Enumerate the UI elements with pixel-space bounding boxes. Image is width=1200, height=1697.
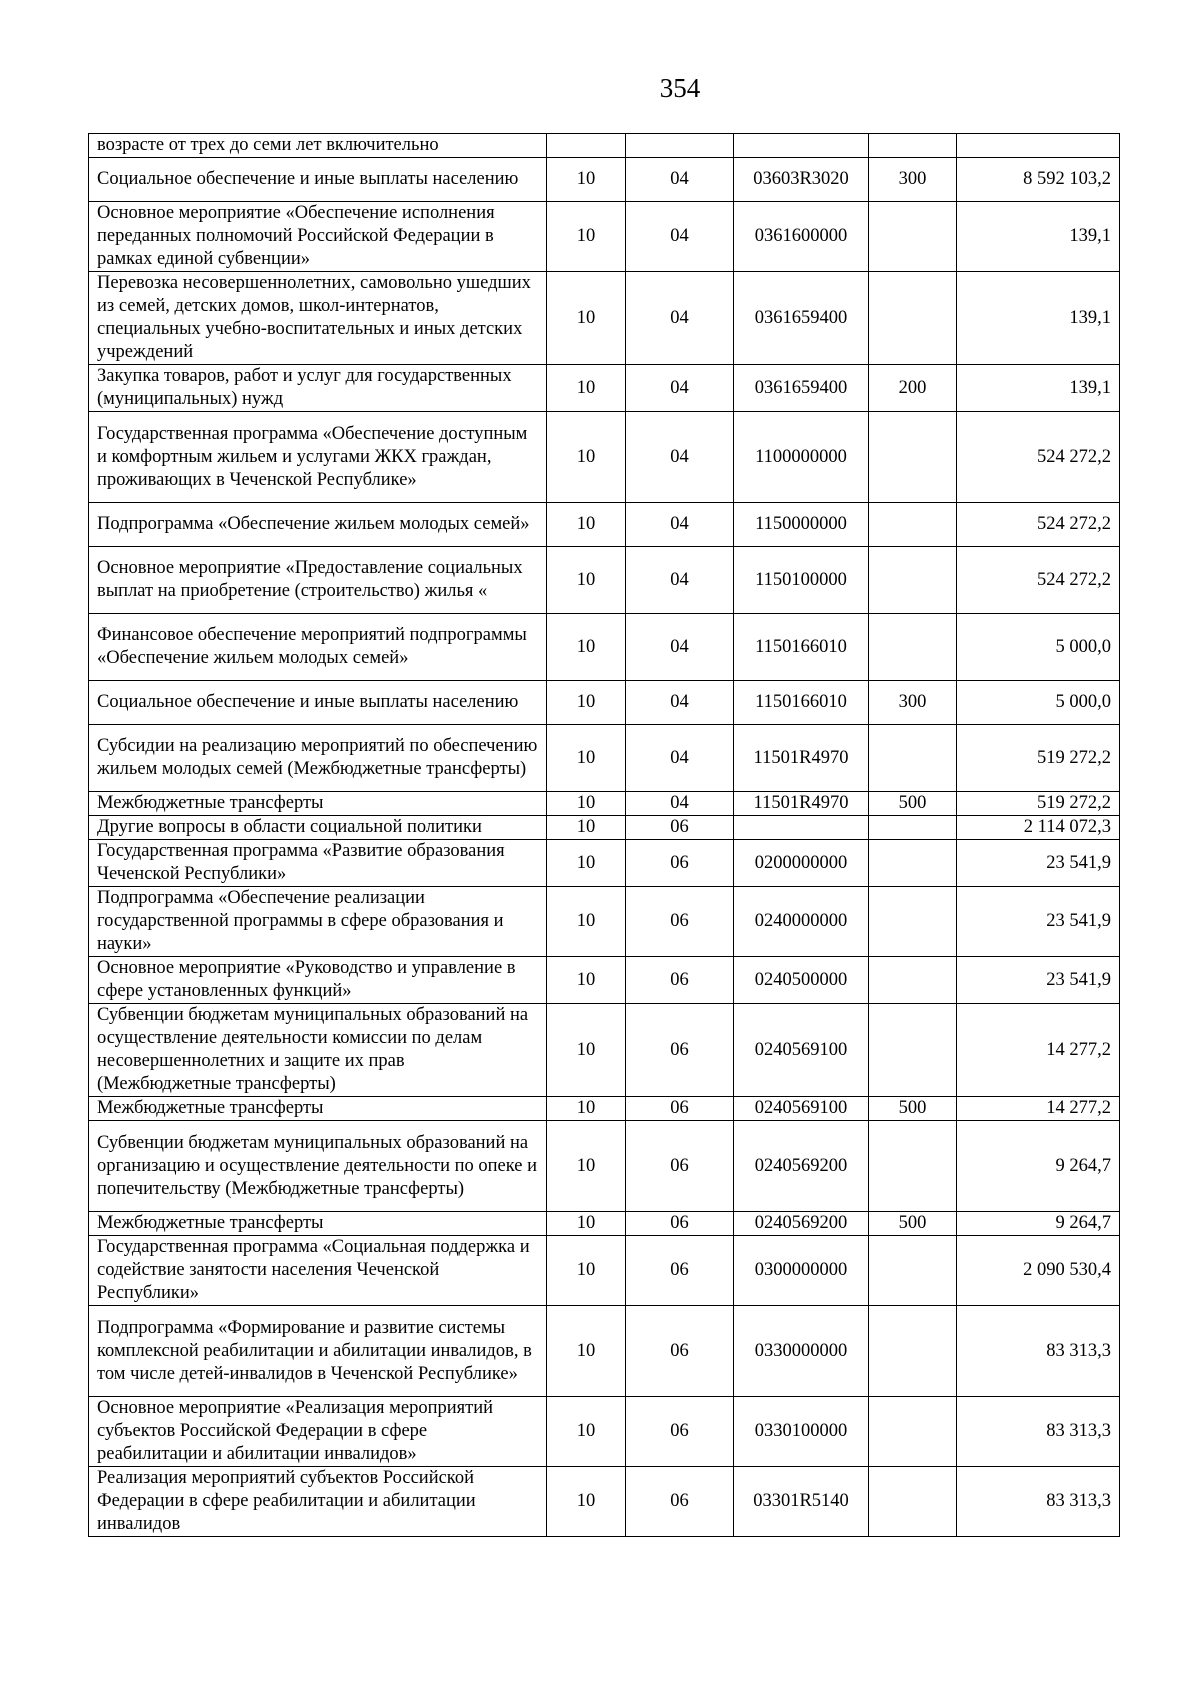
row-target-article: 0240500000 [734,957,869,1004]
table-row [89,1097,1120,1121]
row-subsection: 04 [626,158,734,202]
row-amount: 139,1 [957,365,1120,412]
row-target-article: 0240569200 [734,1212,869,1236]
row-subsection: 04 [626,272,734,365]
row-expense-type: 200 [869,365,957,412]
table-row [89,614,1120,681]
row-amount: 139,1 [957,272,1120,365]
row-expense-type: 500 [869,1212,957,1236]
table-row [89,365,1120,412]
row-section [547,134,626,158]
row-expense-type [869,202,957,272]
row-target-article: 1150000000 [734,503,869,547]
table-row [89,134,1120,158]
row-name: Реализация мероприятий субъектов Российской Федерации в сфере реабилитации и абилитации инвалидов [89,1467,547,1537]
row-expense-type [869,840,957,887]
row-amount: 9 264,7 [957,1121,1120,1212]
row-expense-type [869,503,957,547]
row-target-article: 0200000000 [734,840,869,887]
row-amount: 14 277,2 [957,1097,1120,1121]
row-target-article [734,134,869,158]
row-amount: 139,1 [957,202,1120,272]
row-name: Межбюджетные трансферты [89,1212,547,1236]
table-row [89,1121,1120,1212]
row-name: Государственная программа «Социальная поддержка и содействие занятости населения Чеченской Республики» [89,1236,547,1306]
row-subsection: 06 [626,1121,734,1212]
row-subsection: 06 [626,1212,734,1236]
row-subsection: 06 [626,840,734,887]
row-amount: 2 114 072,3 [957,816,1120,840]
row-section: 10 [547,1306,626,1397]
row-target-article: 0361659400 [734,365,869,412]
row-amount [957,134,1120,158]
row-name: Перевозка несовершеннолетних, самовольно ушедших из семей, детских домов, школ-интернатов, специальных учебно-воспитательных и иных детских учреждений [89,272,547,365]
row-expense-type [869,887,957,957]
row-name: Основное мероприятие «Руководство и управление в сфере установленных функций» [89,957,547,1004]
table-row [89,547,1120,614]
row-section: 10 [547,614,626,681]
row-section: 10 [547,725,626,792]
row-expense-type [869,134,957,158]
row-name: Другие вопросы в области социальной политики [89,816,547,840]
row-section: 10 [547,957,626,1004]
row-subsection: 04 [626,365,734,412]
row-expense-type [869,1306,957,1397]
row-target-article: 0330000000 [734,1306,869,1397]
row-section: 10 [547,816,626,840]
table-row [89,202,1120,272]
row-subsection: 06 [626,957,734,1004]
row-name: Межбюджетные трансферты [89,792,547,816]
row-subsection: 06 [626,887,734,957]
row-section: 10 [547,412,626,503]
row-section: 10 [547,1097,626,1121]
row-subsection [626,134,734,158]
row-name: Подпрограмма «Формирование и развитие системы комплексной реабилитации и абилитации инвалидов, в том числе детей-инвалидов в Чеченской Республике» [89,1306,547,1397]
row-expense-type: 300 [869,681,957,725]
row-subsection: 06 [626,1004,734,1097]
row-amount: 8 592 103,2 [957,158,1120,202]
row-section: 10 [547,365,626,412]
row-subsection: 04 [626,725,734,792]
table-row [89,725,1120,792]
row-section: 10 [547,202,626,272]
table-row [89,412,1120,503]
row-target-article: 0361659400 [734,272,869,365]
row-target-article: 0240569100 [734,1097,869,1121]
row-name: Финансовое обеспечение мероприятий подпрограммы «Обеспечение жильем молодых семей» [89,614,547,681]
row-amount: 524 272,2 [957,503,1120,547]
row-section: 10 [547,158,626,202]
row-section: 10 [547,547,626,614]
table-row [89,957,1120,1004]
row-expense-type [869,957,957,1004]
row-expense-type: 300 [869,158,957,202]
table-row [89,1467,1120,1537]
row-name: Социальное обеспечение и иные выплаты населению [89,681,547,725]
table-row [89,1236,1120,1306]
budget-table [88,133,1120,1537]
row-amount: 519 272,2 [957,725,1120,792]
table-row [89,158,1120,202]
row-name: Государственная программа «Развитие образования Чеченской Республики» [89,840,547,887]
row-section: 10 [547,1467,626,1537]
table-row [89,1306,1120,1397]
row-expense-type [869,412,957,503]
row-amount: 23 541,9 [957,957,1120,1004]
row-name: Субсидии на реализацию мероприятий по обеспечению жильем молодых семей (Межбюджетные трансферты) [89,725,547,792]
row-section: 10 [547,1397,626,1467]
row-amount: 519 272,2 [957,792,1120,816]
row-expense-type [869,272,957,365]
row-target-article: 0300000000 [734,1236,869,1306]
row-amount: 14 277,2 [957,1004,1120,1097]
row-amount: 83 313,3 [957,1306,1120,1397]
row-name: Социальное обеспечение и иные выплаты населению [89,158,547,202]
table-row [89,887,1120,957]
row-amount: 83 313,3 [957,1467,1120,1537]
row-section: 10 [547,840,626,887]
row-amount: 5 000,0 [957,614,1120,681]
row-target-article: 03603R3020 [734,158,869,202]
row-expense-type [869,614,957,681]
row-name: Подпрограмма «Обеспечение реализации государственной программы в сфере образования и науки» [89,887,547,957]
row-target-article: 1150166010 [734,681,869,725]
row-expense-type [869,816,957,840]
row-subsection: 06 [626,1236,734,1306]
row-target-article: 1150166010 [734,614,869,681]
row-name: Основное мероприятие «Обеспечение исполнения переданных полномочий Российской Федерации в рамках единой субвенции» [89,202,547,272]
row-subsection: 06 [626,1397,734,1467]
page-number: 354 [659,73,701,103]
row-section: 10 [547,1236,626,1306]
row-target-article [734,816,869,840]
row-target-article: 03301R5140 [734,1467,869,1537]
row-expense-type [869,1467,957,1537]
row-name: Государственная программа «Обеспечение доступным и комфортным жильем и услугами ЖКХ граждан, проживающих в Чеченской Республике» [89,412,547,503]
table-row [89,1212,1120,1236]
row-subsection: 04 [626,547,734,614]
row-name: Подпрограмма «Обеспечение жильем молодых семей» [89,503,547,547]
row-amount: 23 541,9 [957,887,1120,957]
row-expense-type [869,1004,957,1097]
row-name: Основное мероприятие «Предоставление социальных выплат на приобретение (строительство) жилья « [89,547,547,614]
budget-table-body [89,134,1120,1537]
row-section: 10 [547,681,626,725]
row-subsection: 06 [626,1467,734,1537]
row-amount: 23 541,9 [957,840,1120,887]
row-amount: 524 272,2 [957,412,1120,503]
row-target-article: 11501R4970 [734,792,869,816]
row-subsection: 04 [626,412,734,503]
row-subsection: 04 [626,681,734,725]
row-expense-type: 500 [869,1097,957,1121]
row-section: 10 [547,272,626,365]
table-row [89,1004,1120,1097]
table-row [89,840,1120,887]
row-subsection: 06 [626,1306,734,1397]
row-amount: 524 272,2 [957,547,1120,614]
row-subsection: 04 [626,202,734,272]
row-amount: 9 264,7 [957,1212,1120,1236]
row-section: 10 [547,792,626,816]
row-subsection: 04 [626,503,734,547]
row-expense-type [869,1397,957,1467]
table-row [89,503,1120,547]
row-target-article: 11501R4970 [734,725,869,792]
row-section: 10 [547,1004,626,1097]
table-row [89,792,1120,816]
row-name: Межбюджетные трансферты [89,1097,547,1121]
table-row [89,272,1120,365]
row-section: 10 [547,1121,626,1212]
row-amount: 83 313,3 [957,1397,1120,1467]
row-target-article: 0240569200 [734,1121,869,1212]
row-name: возрасте от трех до семи лет включительно [89,134,547,158]
row-section: 10 [547,1212,626,1236]
table-row [89,1397,1120,1467]
row-name: Основное мероприятие «Реализация мероприятий субъектов Российской Федерации в сфере реабилитации и абилитации инвалидов» [89,1397,547,1467]
row-expense-type [869,1121,957,1212]
row-target-article: 1100000000 [734,412,869,503]
row-expense-type [869,725,957,792]
row-name: Закупка товаров, работ и услуг для государственных (муниципальных) нужд [89,365,547,412]
row-expense-type [869,547,957,614]
row-expense-type [869,1236,957,1306]
row-subsection: 04 [626,792,734,816]
table-row [89,816,1120,840]
row-expense-type: 500 [869,792,957,816]
row-amount: 2 090 530,4 [957,1236,1120,1306]
row-subsection: 04 [626,614,734,681]
row-section: 10 [547,887,626,957]
row-subsection: 06 [626,1097,734,1121]
row-target-article: 1150100000 [734,547,869,614]
table-row [89,681,1120,725]
row-name: Субвенции бюджетам муниципальных образований на организацию и осуществление деятельности по опеке и попечительству (Межбюджетные трансферты) [89,1121,547,1212]
row-amount: 5 000,0 [957,681,1120,725]
row-target-article: 0240000000 [734,887,869,957]
row-name: Субвенции бюджетам муниципальных образований на осуществление деятельности комиссии по делам несовершеннолетних и защите их прав (Межбюджетные трансферты) [89,1004,547,1097]
row-section: 10 [547,503,626,547]
row-target-article: 0361600000 [734,202,869,272]
row-subsection: 06 [626,816,734,840]
row-target-article: 0330100000 [734,1397,869,1467]
row-target-article: 0240569100 [734,1004,869,1097]
